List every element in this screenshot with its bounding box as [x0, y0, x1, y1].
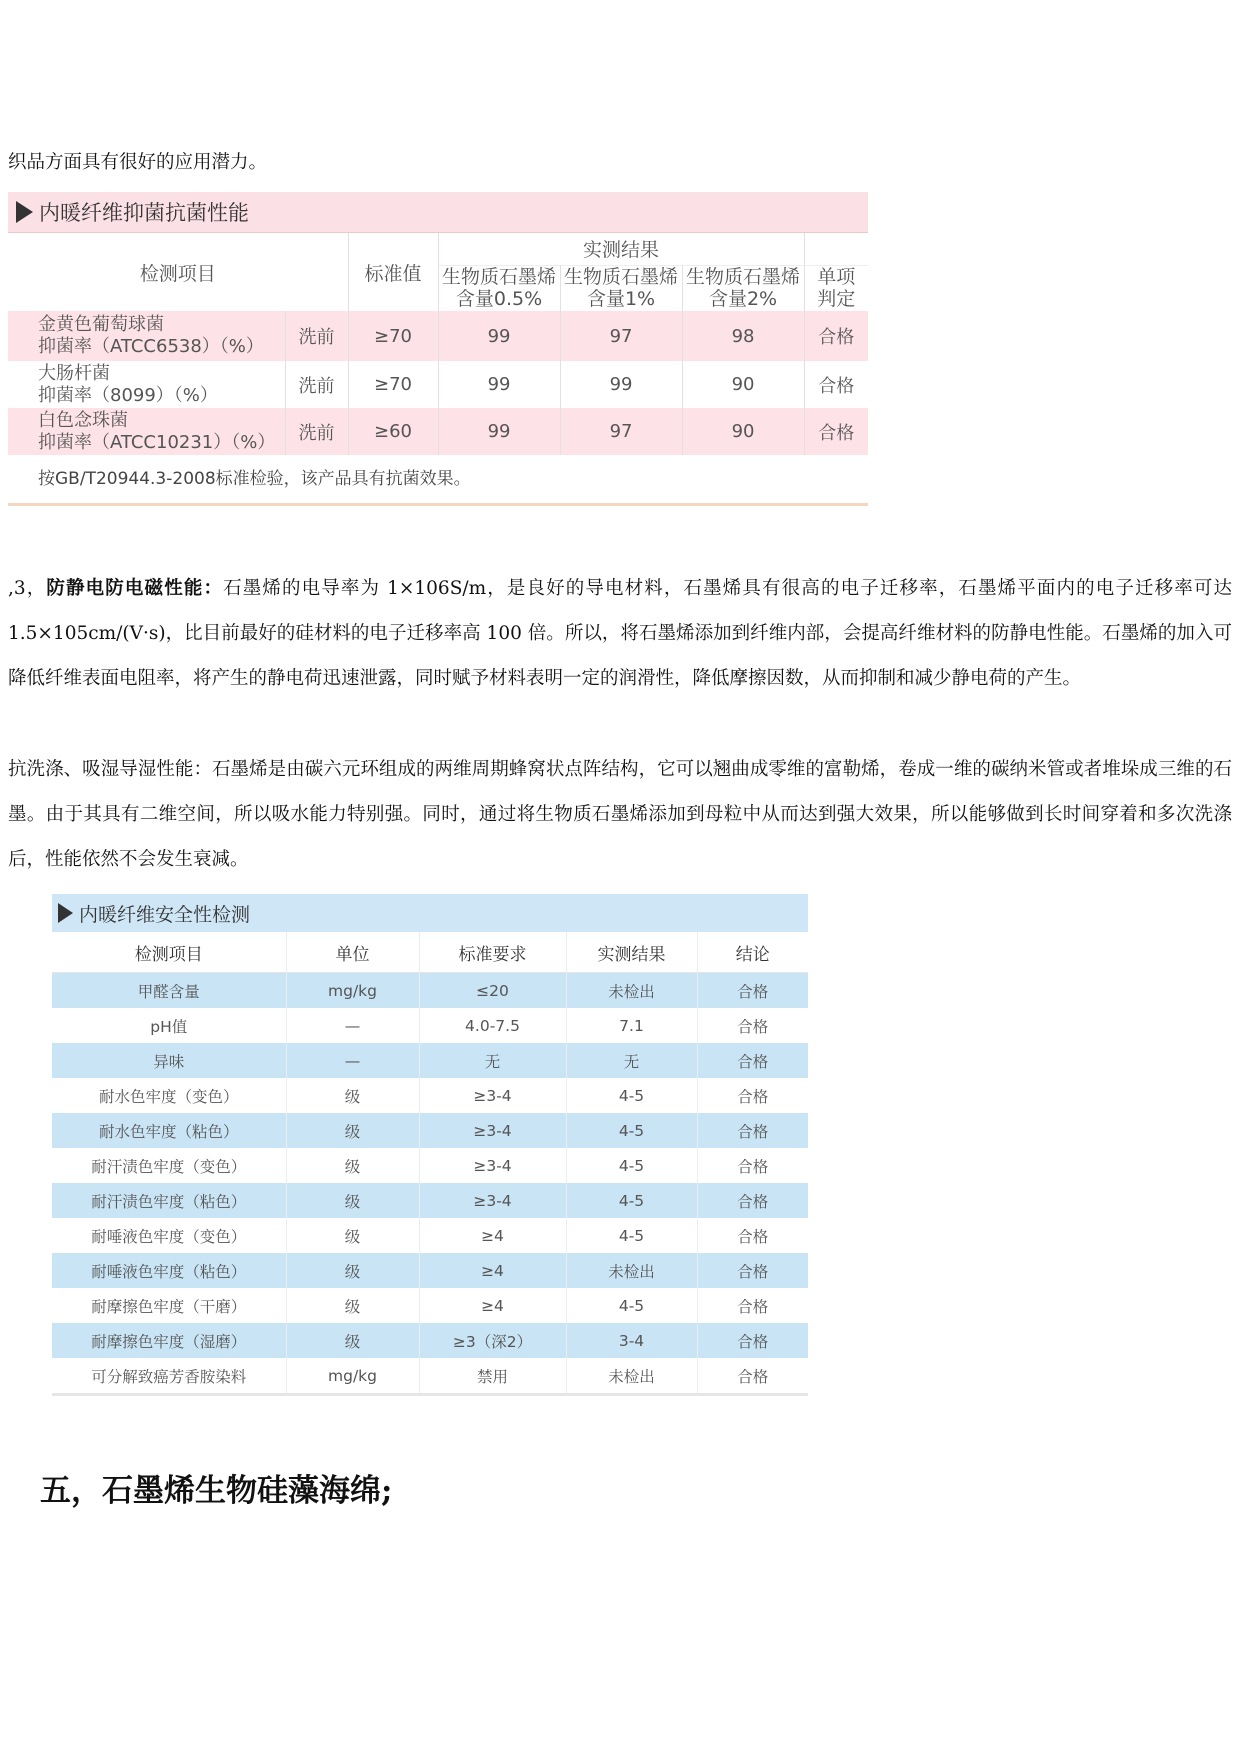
section-heading: 五，石墨烯生物硅藻海绵; — [40, 1473, 393, 1509]
unit: — — [286, 1043, 419, 1078]
conclusion: 合格 — [697, 1078, 808, 1113]
measured-result: 4-5 — [566, 1288, 697, 1323]
unit: 级 — [286, 1288, 419, 1323]
para1-bold-title: 防静电防电磁性能： — [46, 578, 224, 599]
measured-result: 4-5 — [566, 1148, 697, 1183]
requirement: ≥4 — [419, 1253, 566, 1288]
test-item: 耐水色牢度（粘色） — [52, 1113, 286, 1148]
safety-header-cell: 标准要求 — [419, 932, 566, 973]
test-item: 耐唾液色牢度（变色） — [52, 1218, 286, 1253]
condition: 洗前 — [285, 361, 348, 408]
test-item: 耐水色牢度（变色） — [52, 1078, 286, 1113]
antibacterial-table-title-text: 内暖纤维抑菌抗菌性能 — [39, 201, 249, 225]
result-value: 99 — [560, 361, 682, 408]
test-item: 耐唾液色牢度（粘色） — [52, 1253, 286, 1288]
wash-resistance-paragraph: 抗洗涤、吸湿导湿性能：石墨烯是由碳六元环组成的两维周期蜂窝状点阵结构，它可以翘曲成零维的富勒烯，卷成一维的碳纳米管或者堆垛成三维的石墨。由于其具有二维空间，所以吸水能力特别强。同时，通过将生物质石墨烯添加到母粒中从而达到强大效果，所以能够做到长时间穿着和多次洗涤后，性能依然不会发生衰减。 — [8, 759, 1232, 870]
header-result-col: 生物质石墨烯 含量0.5% — [438, 265, 560, 311]
unit: 级 — [286, 1323, 419, 1358]
antibacterial-table-footnote: 按GB/T20944.3-2008标准检验，该产品具有抗菌效果。 — [8, 455, 868, 506]
table-row — [52, 1288, 808, 1323]
safety-table — [52, 894, 808, 1396]
measured-result: 3-4 — [566, 1323, 697, 1358]
safety-table-bottom-rule — [52, 1393, 808, 1396]
requirement: ≤20 — [419, 973, 566, 1009]
table-row — [52, 1253, 808, 1288]
conclusion: 合格 — [697, 1358, 808, 1393]
unit: 级 — [286, 1183, 419, 1218]
measured-result: 未检出 — [566, 1358, 697, 1393]
table-row — [52, 1148, 808, 1183]
judgement: 合格 — [804, 408, 868, 455]
unit: — — [286, 1008, 419, 1043]
requirement: 无 — [419, 1043, 566, 1078]
safety-header-cell: 实测结果 — [566, 932, 697, 973]
safety-table-title — [52, 894, 808, 932]
result-value: 98 — [682, 311, 804, 361]
antibacterial-table-title — [8, 192, 868, 233]
triangle-bullet-icon — [58, 903, 73, 923]
result-value: 90 — [682, 361, 804, 408]
safety-table-grid — [52, 932, 808, 1393]
table-row — [52, 1008, 808, 1043]
requirement: 禁用 — [419, 1358, 566, 1393]
measured-result: 未检出 — [566, 1253, 697, 1288]
safety-header-cell: 单位 — [286, 932, 419, 973]
measured-result: 7.1 — [566, 1008, 697, 1043]
conclusion: 合格 — [697, 1323, 808, 1358]
triangle-bullet-icon — [16, 201, 33, 223]
header-item: 检测项目 — [8, 233, 348, 311]
table-row — [52, 1078, 808, 1113]
conclusion: 合格 — [697, 1288, 808, 1323]
table-row — [52, 1218, 808, 1253]
measured-result: 4-5 — [566, 1078, 697, 1113]
item-name: 大肠杆菌 抑菌率（8099）（%） — [8, 361, 285, 408]
judgement: 合格 — [804, 361, 868, 408]
test-item: 可分解致癌芳香胺染料 — [52, 1358, 286, 1393]
intro-paragraph: 织品方面具有很好的应用潜力。 — [8, 152, 268, 173]
test-item: pH值 — [52, 1008, 286, 1043]
safety-header-cell: 结论 — [697, 932, 808, 973]
condition: 洗前 — [285, 311, 348, 361]
table-row — [52, 973, 808, 1009]
requirement: 4.0-7.5 — [419, 1008, 566, 1043]
result-value: 99 — [438, 408, 560, 455]
conclusion: 合格 — [697, 1183, 808, 1218]
result-value: 97 — [560, 311, 682, 361]
table-row — [52, 1043, 808, 1078]
table-row — [52, 1183, 808, 1218]
test-item: 耐汗渍色牢度（粘色） — [52, 1183, 286, 1218]
standard-value: ≥70 — [348, 311, 438, 361]
conclusion: 合格 — [697, 1148, 808, 1183]
test-item: 异味 — [52, 1043, 286, 1078]
standard-value: ≥60 — [348, 408, 438, 455]
header-result-col: 生物质石墨烯 含量1% — [560, 265, 682, 311]
table-row — [8, 311, 868, 361]
unit: 级 — [286, 1253, 419, 1288]
measured-result: 未检出 — [566, 973, 697, 1009]
judgement: 合格 — [804, 311, 868, 361]
header-judge: 单项 判定 — [804, 265, 868, 311]
conclusion: 合格 — [697, 1253, 808, 1288]
requirement: ≥3（深2） — [419, 1323, 566, 1358]
item-name: 白色念珠菌 抑菌率（ATCC10231）（%） — [8, 408, 285, 455]
conclusion: 合格 — [697, 1113, 808, 1148]
result-value: 99 — [438, 361, 560, 408]
para1-body: 石墨烯的电导率为 1×106S/m，是良好的导电材料，石墨烯具有很高的电子迁移率，石墨烯平面内的电子迁移率可达 1.5×105cm/(V·s)，比目前最好的硅材料的电子迁移率高 100 倍。所以，将石墨烯添加到纤维内部，会提高纤维材料的防静电性能。石墨烯的加入可降低纤维表面电阻率，将产生的静电荷迅速泄露，同时赋予材料表明一定的润滑性，降低摩擦因数，从而抑制和减少静电荷的产生。 — [8, 578, 1232, 689]
measured-result: 4-5 — [566, 1113, 697, 1148]
result-value: 97 — [560, 408, 682, 455]
header-result-col: 生物质石墨烯 含量2% — [682, 265, 804, 311]
header-standard: 标准值 — [348, 233, 438, 311]
safety-table-title-text: 内暖纤维安全性检测 — [79, 903, 251, 926]
para1-lead: ,3， — [8, 578, 47, 599]
conclusion: 合格 — [697, 1008, 808, 1043]
table-row — [8, 361, 868, 408]
conclusion: 合格 — [697, 1218, 808, 1253]
requirement: ≥3-4 — [419, 1113, 566, 1148]
standard-value: ≥70 — [348, 361, 438, 408]
requirement: ≥4 — [419, 1288, 566, 1323]
conclusion: 合格 — [697, 1043, 808, 1078]
unit: mg/kg — [286, 1358, 419, 1393]
unit: 级 — [286, 1148, 419, 1183]
table-row — [52, 1113, 808, 1148]
item-name: 金黄色葡萄球菌 抑菌率（ATCC6538）（%） — [8, 311, 285, 361]
table-row — [52, 1323, 808, 1358]
header-measured: 实测结果 — [438, 233, 804, 265]
requirement: ≥4 — [419, 1218, 566, 1253]
unit: 级 — [286, 1078, 419, 1113]
unit: 级 — [286, 1218, 419, 1253]
unit: 级 — [286, 1113, 419, 1148]
requirement: ≥3-4 — [419, 1148, 566, 1183]
unit: mg/kg — [286, 973, 419, 1009]
result-value: 99 — [438, 311, 560, 361]
antibacterial-table — [8, 192, 868, 518]
measured-result: 4-5 — [566, 1183, 697, 1218]
test-item: 耐汗渍色牢度（变色） — [52, 1148, 286, 1183]
test-item: 耐摩擦色牢度（湿磨） — [52, 1323, 286, 1358]
measured-result: 无 — [566, 1043, 697, 1078]
antibacterial-table-grid — [8, 233, 868, 455]
test-item: 耐摩擦色牢度（干磨） — [52, 1288, 286, 1323]
table-row — [8, 408, 868, 455]
requirement: ≥3-4 — [419, 1183, 566, 1218]
table-row — [52, 1358, 808, 1393]
test-item: 甲醛含量 — [52, 973, 286, 1009]
condition: 洗前 — [285, 408, 348, 455]
requirement: ≥3-4 — [419, 1078, 566, 1113]
safety-table-header — [52, 932, 808, 973]
measured-result: 4-5 — [566, 1218, 697, 1253]
conclusion: 合格 — [697, 973, 808, 1009]
antistatic-paragraph — [8, 566, 1232, 701]
safety-header-cell: 检测项目 — [52, 932, 286, 973]
result-value: 90 — [682, 408, 804, 455]
